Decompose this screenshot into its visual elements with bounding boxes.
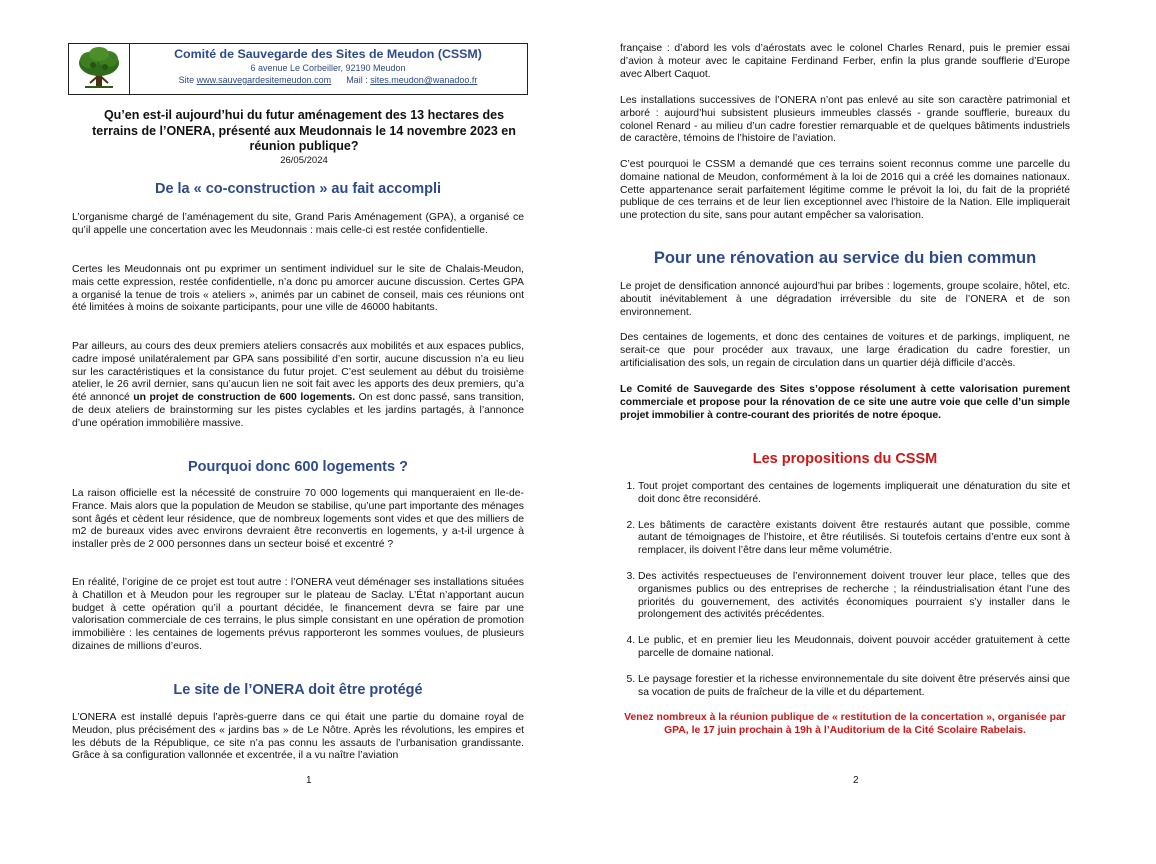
closing-text: Venez nombreux à la réunion publique de « restitution de la concertation », organisée par GPA, le 17 juin prochain à 19h à l’Auditorium de la Cité Scolaire Rabelais. <box>624 712 1066 736</box>
cssm-paragraph <box>620 159 1070 223</box>
org-title: Comité de Sauvegarde des Sites de Meudon (CSSM) <box>174 47 482 61</box>
section-2-body <box>72 488 524 552</box>
list-item: 2. Les bâtiments de caractère existants doivent être restaurés autant que possible, comme autant de témoignages de l’histoire, et être réutilisés. Si toutefois certains d’entre eux sont à remplacer, ils doivent l’être dans leur même volumétrie. <box>638 520 1070 558</box>
list-item: 3. Des activités respectueuses de l’environnement doivent trouver leur place, telles que des organismes publics ou des entreprises de recherche ; la réindustrialisation étant l’une des priorités du gouvernement, des activités économiques pourraient s’y installer dans le prolongement des activités précédentes. <box>638 571 1070 622</box>
paragraph: Certes les Meudonnais ont pu exprimer un sentiment individuel sur le site de Chalais-Meudon, mais cette expression, restée confidentielle, n’a donc pu amorcer aucune discussion. Certes GPA a organisé la tenue de trois « ateliers », animés par un cabinet de conseil, mais ces réunions ont été limitées à moins de soixante participants, pour une ville de 46000 habitants. <box>72 264 524 314</box>
tree-icon <box>75 45 123 91</box>
continuation <box>620 43 1070 81</box>
page-2 <box>578 0 1156 864</box>
paragraph: Des centaines de logements, et donc des centaines de voitures et de parkings, impliquent, ne serait-ce que pour procéder aux travaux, une large éradication du cadre forestier, un artificialisation des sols, un regain de circulation dans un quartier déjà difficile d’accès. <box>620 332 1070 369</box>
list-item: 1. Tout projet comportant des centaines de logements impliquerait une dénaturation du site et doit donc être reconsidéré. <box>638 481 1070 507</box>
letterhead-divider <box>129 44 130 94</box>
text-run: Par ailleurs, au cours des deux premiers ateliers consacrés aux mobilités et aux espaces publics, cadre imposé unilatéralement par GPA sans possibilité d’en sortir, aucune discussion n’a eu lieu sur les caractéristiques et la consistance du futur projet. C’est seulement au début du troisième atelier, le 26 avril dernier, sans qu’aucun lien ne soit fait avec les apports des deux premiers, qu’a été annoncé <box>72 341 524 404</box>
text-run: On est donc passé, sans transition, de deux ateliers de brainstorming sur les pistes cyclables et les jardins partagés, à l’annonce d’une opération immobilière massive. <box>72 392 524 429</box>
proposals <box>620 481 1070 699</box>
section-1-body-2 <box>72 264 524 315</box>
onera-paragraph <box>620 95 1070 146</box>
section-1 <box>72 181 524 197</box>
paragraph <box>72 341 524 431</box>
proposals-list <box>620 481 1070 712</box>
section-4-body <box>620 281 1070 319</box>
list-item: 5. Le paysage forestier et la richesse environnementale du site doivent être préservés ainsi que sa vocation de puits de fraîcheur de la ville et du département. <box>638 674 1070 700</box>
section-5-heading: Les propositions du CSSM <box>752 451 938 467</box>
section-4 <box>620 249 1070 268</box>
paragraph-bold: Le Comité de Sauvegarde des Sites s’oppose résolument à cette valorisation purement commerciale et propose pour la rénovation de ce site une autre voie que celle d’un simple projet immobilier à contre-courant des priorités de notre époque. <box>620 384 1070 421</box>
section-1-heading: De la « co-construction » au fait accompli <box>154 181 442 197</box>
section-4-body-3 <box>620 384 1070 422</box>
document-date: 26/05/2024 <box>280 155 328 166</box>
section-2 <box>72 459 524 475</box>
section-3-body <box>72 712 524 763</box>
list-item: 4. Le public, et en premier lieu les Meudonnais, doivent pouvoir accéder gratuitement à cette parcelle de domaine national. <box>638 635 1070 661</box>
mail-label: Mail : <box>346 75 368 85</box>
paragraph: Les installations successives de l’ONERA n’ont pas enlevé au site son caractère patrimonial et arboré : aujourd’hui subsistent plusieurs immeubles classés - grande soufflerie, bureaux du colonel Renard - au milieu d’un cadre forestier remarquable et de quelques bâtiments industriels de caractère, témoins de l’histoire de l’aviation. <box>620 95 1070 145</box>
paragraph: L’ONERA est installé depuis l’après-guerre dans ce qui était une partie du domaine royal de Meudon, plus précisément des « jardins bas » de Le Nôtre. Après les révolutions, les empires et les débuts de la République, ce site n’a pas connu les assauts de l’urbanisation grandissante. Grâce à sa configuration vallonnée et excentrée, il a vu naître l’aviation <box>72 712 524 762</box>
text-run-bold: un projet de construction de 600 logements. <box>133 392 356 404</box>
section-4-heading: Pour une rénovation au service du bien commun <box>653 249 1037 267</box>
page-number: 2 <box>853 775 859 786</box>
section-1-body <box>72 212 524 238</box>
site-link[interactable]: www.sauvegardesitemeudon.com <box>196 75 332 85</box>
page-number: 1 <box>306 775 312 786</box>
mail-link[interactable]: sites.meudon@wanadoo.fr <box>370 75 478 85</box>
paragraph: française : d’abord les vols d’aérostats avec le colonel Charles Renard, puis le premier essai d’avion à moteur avec le capitaine Ferdinand Ferber, enfin la plus grande soufflerie d’Europe avec Albert Caquot. <box>620 43 1070 80</box>
section-1-body-3 <box>72 341 524 431</box>
section-3-heading: Le site de l’ONERA doit être protégé <box>173 682 423 698</box>
paragraph: En réalité, l’origine de ce projet est tout autre : l’ONERA veut déménager ses installations situées à Chatillon et à Meudon pour les regrouper sur le plateau de Saclay. L’État n’apportant aucun budget à cette opération qu’il a pourtant décidée, le financement devra se faire par une valorisation commerciale de ces terrains, le plus simple consistant en une opération de promotion immobilière : les centaines de logements prévus rapporteront les sommes voulues, de plusieurs dizaines de millions d’euros. <box>72 577 524 652</box>
letterhead-text <box>131 46 525 86</box>
section-2-body-2 <box>72 577 524 654</box>
site-label: Site <box>178 75 195 85</box>
closing-invitation <box>620 712 1070 738</box>
paragraph: L’organisme chargé de l’aménagement du site, Grand Paris Aménagement (GPA), a organisé ce qu’il appelle une concertation avec les Meudonnais : mais celle-ci est restée confidentielle. <box>72 212 524 236</box>
paragraph: La raison officielle est la nécessité de construire 70 000 logements qui manqueraient en Ile-de-France. Mais alors que la population de Meudon se stabilise, qu’une part importante des ménages sont âgés et cèdent leur résidence, que de nombreux logements sont vides et que des milliers de m2 de bureaux vides avec environs devraient être reconvertis en logements, y a-t-il urgence à installer près de 2 000 personnes dans un secteur boisé et excentré ? <box>72 488 524 551</box>
paragraph: C’est pourquoi le CSSM a demandé que ces terrains soient reconnus comme une parcelle du domaine national de Meudon, conformément à la loi de 2016 qui a créé les domaines nationaux. Cette appartenance serait parfaitement légitime comme le prévoit la loi, du fait de la propriété publique de ces terrains et de leur lien exceptionnel avec l’histoire de la Nation. Elle impliquerait une protection du site, sans pour autant empêcher sa valorisation. <box>620 159 1070 222</box>
paragraph: Le projet de densification annoncé aujourd’hui par bribes : logements, groupe scolaire, hôtel, etc. aboutit inévitablement à une dégradation irréversible du site de l’ONERA et de son environnement. <box>620 281 1070 318</box>
section-2-heading: Pourquoi donc 600 logements ? <box>188 459 408 475</box>
section-5 <box>620 451 1070 467</box>
document-title: Qu’en est-il aujourd’hui du futur aménagement des 13 hectares des terrains de l’ONERA, présenté aux Meudonnais le 14 novembre 2023 en réunion publique? <box>92 108 516 153</box>
org-contact <box>131 74 525 86</box>
letterhead <box>68 43 528 95</box>
org-address: 6 avenue Le Corbeiller, 92190 Meudon <box>250 63 406 73</box>
section-3 <box>72 682 524 698</box>
section-4-body-2 <box>620 332 1070 370</box>
